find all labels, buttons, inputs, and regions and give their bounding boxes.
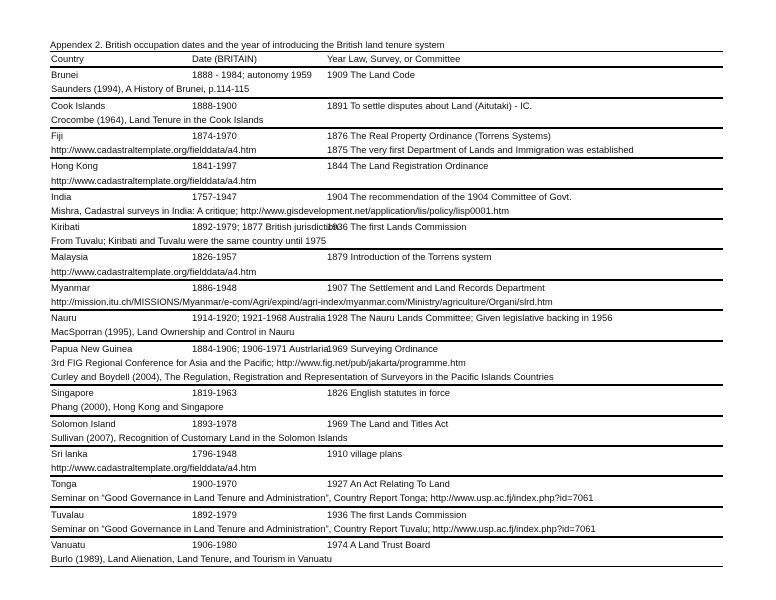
source-row xyxy=(50,461,723,476)
law-cell: 1927 An Act Relating To Land xyxy=(327,478,450,490)
table-row xyxy=(50,537,723,552)
law-cell: 1879 Introduction of the Torrens system xyxy=(327,251,492,263)
table-row xyxy=(50,280,723,295)
source-cell: http://www.cadastraltemplate.org/fielddata/a4.htm xyxy=(51,144,257,156)
header-date: Date (BRITAIN) xyxy=(192,53,257,64)
source-row xyxy=(50,113,723,128)
country-cell: Kiribati xyxy=(51,221,80,233)
law-cell: 1928 The Nauru Lands Committee; Given legislative backing in 1956 xyxy=(327,312,613,324)
law-cell: 1826 English statutes in force xyxy=(327,387,450,399)
date-cell: 1874-1970 xyxy=(192,129,237,141)
law-cell-extra: 1875 The very first Department of Lands and Immigration was established xyxy=(327,144,634,156)
table-header-row xyxy=(50,51,723,67)
source-row xyxy=(50,265,723,280)
law-cell: 1909 The Land Code xyxy=(327,69,415,81)
law-cell: 1936 The first Lands Commission xyxy=(327,508,467,520)
country-cell: Tuvalau xyxy=(51,508,85,520)
date-cell: 1893-1978 xyxy=(192,417,237,429)
document-page xyxy=(50,38,723,567)
source-cell: MacSporran (1995), Land Ownership and Control in Nauru xyxy=(51,326,295,338)
country-cell: Malaysia xyxy=(51,251,88,263)
table-row xyxy=(50,507,723,522)
source-cell: Burlo (1989), Land Alienation, Land Tenure, and Tourism in Vanuatu xyxy=(51,553,332,565)
law-cell: 1969 Surveying Ordinance xyxy=(327,342,439,354)
date-cell: 1888-1900 xyxy=(192,99,237,111)
source-row xyxy=(50,370,723,385)
date-cell: 1819-1963 xyxy=(192,387,237,399)
source-row xyxy=(50,174,723,189)
law-cell: 1844 The Land Registration Ordinance xyxy=(327,160,489,172)
country-cell: Fiji xyxy=(51,129,63,141)
country-cell: India xyxy=(51,190,72,202)
source-cell: 3rd FIG Regional Conference for Asia and the Pacific; http://www.fig.net/pub/jakarta/programme.htm xyxy=(51,356,466,368)
table-row xyxy=(50,416,723,431)
source-cell: http://www.cadastraltemplate.org/fielddata/a4.htm xyxy=(51,174,257,186)
source-row xyxy=(50,552,723,567)
source-cell: http://mission.itu.ch/MISSIONS/Myanmar/e-com/Agri/expind/agri-index/myanmar.com/Ministry/agriculture/Organi/slrd.htm xyxy=(51,296,553,307)
source-row xyxy=(50,431,723,446)
date-cell: 1900-1970 xyxy=(192,478,237,490)
table-row xyxy=(50,310,723,325)
source-row xyxy=(50,356,723,370)
date-cell: 1796-1948 xyxy=(192,447,237,459)
table-row xyxy=(50,249,723,264)
table-row xyxy=(50,385,723,400)
date-cell: 1914-1920; 1921-1968 Australia xyxy=(192,312,326,324)
date-cell: 1826-1957 xyxy=(192,251,237,263)
country-cell: Myanmar xyxy=(51,281,91,293)
date-cell: 1906-1980 xyxy=(192,539,237,550)
country-cell: Nauru xyxy=(51,312,77,324)
country-cell: Hong Kong xyxy=(51,160,98,172)
source-cell: Phang (2000), Hong Kong and Singapore xyxy=(51,401,224,413)
law-cell: 1974 A Land Trust Board xyxy=(327,539,431,550)
source-row xyxy=(50,143,723,158)
date-cell: 1886-1948 xyxy=(192,281,237,293)
date-cell: 1892-1979 xyxy=(192,508,237,520)
table-caption: Appendex 2. British occupation dates and the year of introducing the British land tenure system xyxy=(50,39,445,50)
table-row xyxy=(50,128,723,143)
table-row xyxy=(50,98,723,113)
table-row xyxy=(50,476,723,491)
date-cell: 1757-1947 xyxy=(192,190,237,202)
source-cell: Saunders (1994), A History of Brunei, p.114-115 xyxy=(51,83,250,95)
source-cell: http://www.cadastraltemplate.org/fielddata/a4.htm xyxy=(51,265,257,277)
source-cell: Curley and Boydell (2004), The Regulation, Registration and Representation of Surveyors in the Pacific Islands Countries xyxy=(51,370,554,382)
source-cell: Sullivan (2007), Recognition of Customary Land in the Solomon Islands xyxy=(51,431,348,443)
law-cell: 1904 The recommendation of the 1904 Committee of Govt. xyxy=(327,190,572,202)
table-row xyxy=(50,446,723,461)
table-row xyxy=(50,67,723,82)
source-row xyxy=(50,82,723,97)
date-cell: 1884-1906; 1906-1971 Austrlaria xyxy=(192,342,329,354)
table-body xyxy=(50,67,723,567)
header-country: Country xyxy=(51,53,84,64)
country-cell: Tonga xyxy=(51,478,77,490)
date-cell: 1892-1979; 1877 British jurisdiction xyxy=(192,221,339,233)
source-cell: Seminar on “Good Governance in Land Tenure and Administration”, Country Report Tonga; http://www.usp.ac.fj/index.php?id=7061 xyxy=(51,492,594,504)
law-cell: 1907 The Settlement and Land Records Department xyxy=(327,281,545,293)
table-row xyxy=(50,158,723,173)
source-cell: From Tuvalu; Kiribati and Tuvalu were the same country until 1975 xyxy=(51,235,327,247)
source-cell: Seminar on “Good Governance in Land Tenure and Administration”, Country Report Tuvalu; http://www.usp.ac.fj/index.php?id=7061 xyxy=(51,522,596,534)
source-row xyxy=(50,491,723,506)
source-cell: Mishra, Cadastral surveys in India: A critique; http://www.gisdevelopment.net/application/lis/policy/lisp0001.htm xyxy=(51,204,510,216)
source-row xyxy=(50,325,723,340)
country-cell: Sri lanka xyxy=(51,447,88,459)
country-cell: Vanuatu xyxy=(51,539,86,550)
source-cell: http://www.cadastraltemplate.org/fielddata/a4.htm xyxy=(51,462,257,474)
date-cell: 1841-1997 xyxy=(192,160,237,172)
table-row xyxy=(50,189,723,204)
law-cell: 1910 village plans xyxy=(327,447,403,459)
law-cell: 1891 To settle disputes about Land (Aitutaki) - IC. xyxy=(327,99,533,111)
source-row xyxy=(50,234,723,249)
country-cell: Papua New Guinea xyxy=(51,342,133,354)
country-cell: Solomon Island xyxy=(51,417,116,429)
table-row xyxy=(50,341,723,356)
country-cell: Singapore xyxy=(51,387,94,399)
source-row xyxy=(50,400,723,415)
source-row xyxy=(50,295,723,310)
law-cell: 1936 The first Lands Commission xyxy=(327,221,467,233)
source-cell: Crocombe (1964), Land Tenure in the Cook Islands xyxy=(51,113,264,125)
law-cell: 1876 The Real Property Ordinance (Torrens Systems) xyxy=(327,129,551,141)
law-cell: 1969 The Land and Titles Act xyxy=(327,417,449,429)
header-law: Year Law, Survey, or Committee xyxy=(327,53,461,64)
country-cell: Cook Islands xyxy=(51,99,106,111)
table-row xyxy=(50,219,723,234)
date-cell: 1888 - 1984; autonomy 1959 xyxy=(192,69,312,81)
source-row xyxy=(50,522,723,537)
source-row xyxy=(50,204,723,219)
country-cell: Brunei xyxy=(51,69,79,81)
